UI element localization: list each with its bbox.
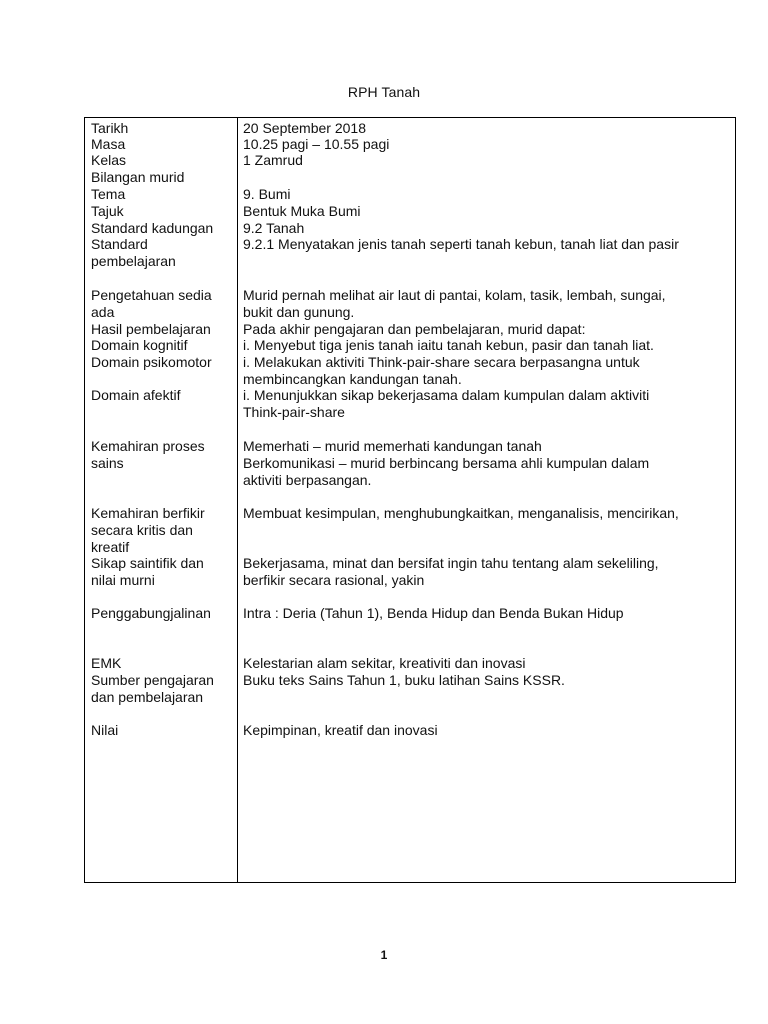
label-domain-psikomotor: Domain psikomotor [91,354,212,370]
label-tema: Tema [91,186,126,202]
value-pengetahuan-sedia-ada: Murid pernah melihat air laut di pantai, kolam, tasik, lembah, sungai, bukit dan gunung. [243,287,666,320]
value-sumber-pengajaran: Buku teks Sains Tahun 1, buku latihan Sains KSSR. [243,672,565,688]
label-bilangan-murid: Bilangan murid [91,169,185,185]
value-standard-pembelajaran: 9.2.1 Menyatakan jenis tanah seperti tanah kebun, tanah liat dan pasir [243,236,679,252]
page-number: 1 [380,948,388,962]
label-nilai: Nilai [91,722,119,738]
value-tarikh: 20 September 2018 [243,120,366,136]
value-sikap-saintifik: Bekerjasama, minat dan bersifat ingin tahu tentang alam sekeliling, berfikir secara rasional, yakin [243,555,659,588]
label-kelas: Kelas [91,152,127,168]
value-kemahiran-proses-sains: Memerhati – murid memerhati kandungan tanah Berkomunikasi – murid berbincang bersama ahli kumpulan dalam aktiviti berpasangan. [243,438,650,488]
label-standard-kadungan: Standard kadungan [91,220,214,236]
label-sumber-pengajaran: Sumber pengajaran dan pembelajaran [91,672,214,705]
label-penggabungjalinan: Penggabungjalinan [91,605,211,621]
column-divider [237,118,238,882]
value-kemahiran-berfikir: Membuat kesimpulan, menghubungkaitkan, menganalisis, mencirikan, [243,505,679,521]
label-emk: EMK [91,655,122,671]
value-tema: 9. Bumi [243,186,291,202]
value-hasil-pembelajaran: Pada akhir pengajaran dan pembelajaran, murid dapat: [243,321,586,337]
label-domain-kognitif: Domain kognitif [91,337,188,353]
value-domain-kognitif: i. Menyebut tiga jenis tanah iaitu tanah kebun, pasir dan tanah liat. [243,337,654,353]
label-kemahiran-berfikir: Kemahiran berfikir secara kritis dan kreatif [91,505,205,555]
value-domain-afektif: i. Menunjukkan sikap bekerjasama dalam kumpulan dalam aktiviti Think-pair-share [243,387,650,420]
label-kemahiran-proses-sains: Kemahiran proses sains [91,438,205,471]
value-nilai: Kepimpinan, kreatif dan inovasi [243,722,438,738]
label-hasil-pembelajaran: Hasil pembelajaran [91,321,211,337]
label-pengetahuan-sedia-ada: Pengetahuan sedia ada [91,287,212,320]
label-tajuk: Tajuk [91,203,124,219]
value-tajuk: Bentuk Muka Bumi [243,203,361,219]
label-domain-afektif: Domain afektif [91,387,181,403]
label-standard-pembelajaran: Standard pembelajaran [91,236,176,269]
value-penggabungjalinan: Intra : Deria (Tahun 1), Benda Hidup dan Benda Bukan Hidup [243,605,624,621]
label-sikap-saintifik: Sikap saintifik dan nilai murni [91,555,204,588]
lesson-plan-table [84,117,736,883]
document-title: RPH Tanah [347,84,421,100]
value-domain-psikomotor: i. Melakukan aktiviti Think-pair-share secara berpasangna untuk membincangkan kandungan tanah. [243,354,640,387]
label-tarikh: Tarikh [91,120,129,136]
value-emk: Kelestarian alam sekitar, kreativiti dan inovasi [243,655,526,671]
value-masa: 10.25 pagi – 10.55 pagi [243,136,390,152]
value-kelas: 1 Zamrud [243,152,303,168]
label-masa: Masa [91,136,126,152]
value-standard-kadungan: 9.2 Tanah [243,220,305,236]
